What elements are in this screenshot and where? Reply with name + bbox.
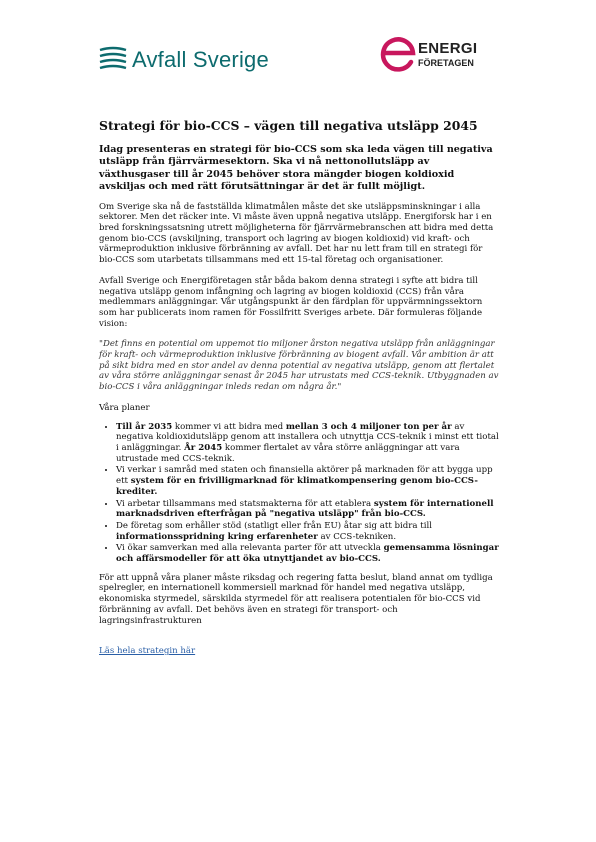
lead-paragraph: Idag presenteras en strategi för bio-CCS som ska leda vägen till negativa utsläpp från fjärrvärmesektorn. Ska vi nå nettonollutsläpp av växthusgaser till år 2045 behöver stora mängder biogen koldioxid avskiljas och med rätt förutsättningar är det är fullt möjligt. bbox=[99, 144, 493, 193]
avfall-sverige-logo bbox=[98, 46, 269, 74]
paragraph-1: Om Sverige ska nå de fastställda klimatmålen måste det ske utsläppsminskningar i alla sektorer. Men det räcker inte. Vi måste även uppnå negativa utsläpp. Energiforsk har i en bred forskningssatsning utrett möjligheterna för fjärrvärmebranschen att bidra med detta genom bio-CCS (avskiljning, transport och lagring av biogen koldioxid) vid kraft- och värmeproduktion inklusive förbränning av avfall. Det har nu lett fram till en strategi för bio-CCS som utarbetats tillsammans med ett 15-tal företag och organisationer. bbox=[99, 201, 494, 266]
avfall-wave-icon bbox=[98, 46, 128, 74]
list-item: • Till år 2035 kommer vi att bidra med mellan 3 och 4 miljoner ton per år av negativa koldioxidutsläpp genom att installera och utnyttja CCS-teknik i minst ett tiotal i anläggningar. År 2045 kommer flertalet av våra större anläggningar att vara utrustade med CCS-teknik. bbox=[116, 422, 499, 465]
avfall-sverige-name: Avfall Sverige bbox=[132, 47, 269, 72]
paragraph-3: För att uppnå våra planer måste riksdag och regering fatta beslut, bland annat om tydliga spelregler, en internationell kommersiell marknad för handel med negativa utsläpp, ekonomiska styrmedel, särskilda styrmedel för att realisera potentialen för bio-CCS vid förbränning av avfall. Det behövs även en strategi för transport- och lagringsinfrastrukturen bbox=[99, 572, 493, 626]
paragraph-2: Avfall Sverige och Energiföretagen står båda bakom denna strategi i syfte att bidra till negativa utsläpp genom infångning och lagring av biogen koldioxid (CCS) från våra medlemmars anläggningar. Vår utgångspunkt är den färdplan för uppvärmningssektorn som har publicerats inom ramen för Fossilfritt Sveriges arbete. Där formuleras följande vision: bbox=[99, 275, 483, 329]
energiforetagen-logo bbox=[378, 36, 488, 76]
article bbox=[99, 118, 499, 657]
list-item: • Vi arbetar tillsammans med statsmakterna för att etablera system för internationell marknadsdriven efterfrågan på "negativa utsläpp" från bio-CCS. bbox=[116, 499, 499, 520]
plans-list bbox=[99, 422, 499, 565]
read-strategy-link[interactable]: Läs hela strategin här bbox=[99, 646, 196, 657]
list-item: • Vi verkar i samråd med staten och finansiella aktörer på marknaden för att bygga upp ett system för en frivilligmarknad för klimatkompensering genom bio-CCS-krediter. bbox=[116, 465, 499, 497]
energiforetagen-e-icon bbox=[378, 36, 418, 76]
plans-heading: Våra planer bbox=[99, 402, 150, 413]
vision-quote: "Det finns en potential om uppemot tio miljoner årston negativa utsläpp från anläggningar för kraft- och värmeproduktion inklusive förbränning av biogent avfall. Vår ambition är att på sikt bidra med en stor andel av denna potential av negativa utsläpp, genom att flertalet av våra större anläggningar senast år 2045 har utrustats med CCS-teknik. Utbyggnaden av bio-CCS i våra anläggningar inleds redan om några år." bbox=[99, 339, 499, 393]
article-title: Strategi för bio-CCS – vägen till negativa utsläpp 2045 bbox=[99, 118, 478, 133]
list-item: • Vi ökar samverkan med alla relevanta parter för att utveckla gemensamma lösningar och affärsmodeller för att öka utnyttjandet av bio-CCS. bbox=[116, 543, 499, 564]
foretagen-text: FÖRETAGEN bbox=[418, 58, 474, 68]
energi-text: ENERGI bbox=[418, 40, 478, 57]
list-item: • De företag som erhåller stöd (statligt eller från EU) åtar sig att bidra till informationsspridning kring erfarenheter av CCS-tekniken. bbox=[116, 521, 499, 542]
